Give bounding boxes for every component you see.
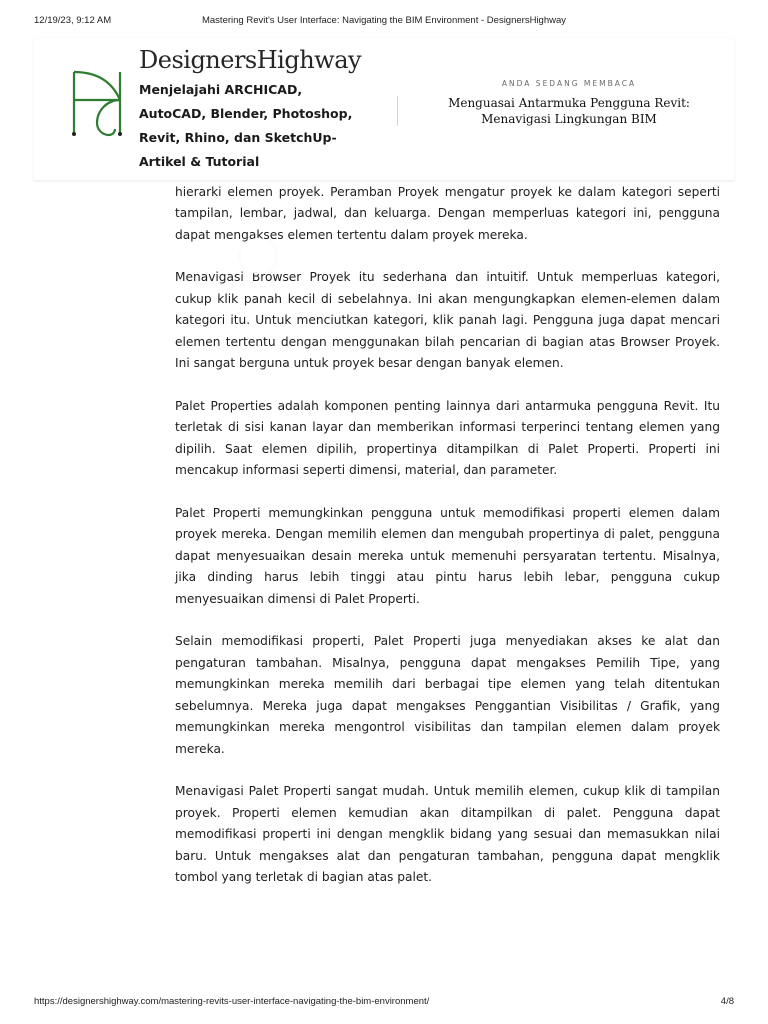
now-reading-title[interactable]: Menguasai Antarmuka Pengguna Revit: Menavigasi Lingkungan BIM bbox=[448, 96, 690, 126]
print-url: https://designershighway.com/mastering-revits-user-interface-navigating-the-bim-environment/ bbox=[34, 996, 430, 1007]
print-page-number: 4/8 bbox=[720, 996, 734, 1007]
article-paragraph: Menavigasi Palet Properti sangat mudah. Untuk memilih elemen, cukup klik di tampilan proyek. Properti elemen kemudian akan ditampilkan di palet. Pengguna dapat memodifikasi properti ini dengan mengklik bidang yang sesuai dan memasukkan nilai baru. Untuk mengakses alat dan pengaturan tambahan, pengguna dapat mengklik tombol yang terletak di bagian atas palet. bbox=[175, 784, 720, 884]
print-header bbox=[0, 12, 768, 28]
brand-name[interactable]: DesignersHighway bbox=[139, 46, 362, 74]
article-paragraph: Palet Properties adalah komponen penting lainnya dari antarmuka pengguna Revit. Itu terletak di sisi kanan layar dan memberikan informasi terperinci tentang elemen yang dipilih. Saat elemen dipilih, propertinya ditampilkan di Palet Properti. Properti ini mencakup informasi seperti dimensi, material, dan parameter. bbox=[175, 398, 720, 477]
print-page-title: Mastering Revit's User Interface: Navigating the BIM Environment - DesignersHighway bbox=[201, 15, 566, 26]
article-paragraph: Menavigasi Browser Proyek itu sederhana dan intuitif. Untuk memperluas kategori, cukup klik panah kecil di sebelahnya. Ini akan mengungkapkan elemen-elemen dalam kategori itu. Untuk menciutkan kategori, klik panah lagi. Pengguna juga dapat mencari elemen tertentu dengan menggunakan bilah pencarian di bagian atas Browser Proyek. Ini sangat berguna untuk proyek besar dengan banyak elemen. bbox=[175, 270, 720, 370]
article-paragraph: hierarki elemen proyek. Peramban Proyek mengatur proyek ke dalam kategori seperti tampilan, lembar, jadwal, dan keluarga. Dengan memperluas kategori ini, pengguna dapat mengakses elemen tertentu dalam proyek mereka. bbox=[175, 184, 720, 242]
loading-spinner-icon bbox=[240, 238, 276, 274]
header-divider bbox=[397, 96, 398, 126]
print-footer bbox=[0, 993, 768, 1009]
now-reading-label: ANDA SEDANG MEMBACA bbox=[501, 79, 637, 88]
print-date: 12/19/23, 9:12 AM bbox=[34, 15, 112, 26]
site-header bbox=[34, 38, 734, 180]
article-paragraph: Selain memodifikasi properti, Palet Properti juga menyediakan akses ke alat dan pengaturan tambahan. Misalnya, pengguna dapat mengakses Pemilih Tipe, yang memungkinkan mereka memilih dari berbagai tipe elemen yang telah ditentukan sebelumnya. Mereka juga dapat mengakses Penggantian Visibilitas / Grafik, yang memungkinkan mereka mengontrol visibilitas dan tampilan elemen dalam proyek mereka. bbox=[175, 634, 720, 756]
brand-tagline: Menjelajahi ARCHICAD, AutoCAD, Blender, Photoshop, Revit, Rhino, dan SketchUp- Artikel & Tutorial bbox=[139, 82, 353, 169]
article-paragraph: Palet Properti memungkinkan pengguna untuk memodifikasi properti elemen dalam proyek mereka. Dengan memilih elemen dan mengubah propertinya di palet, pengguna dapat menyesuaikan desain mereka untuk memenuhi persyaratan tertentu. Misalnya, jika dinding harus lebih tinggi atau pintu harus lebih lebar, pengguna cukup menyesuaikan dimensi di Palet Properti. bbox=[175, 505, 720, 606]
designershighway-logo-icon[interactable] bbox=[68, 66, 126, 140]
